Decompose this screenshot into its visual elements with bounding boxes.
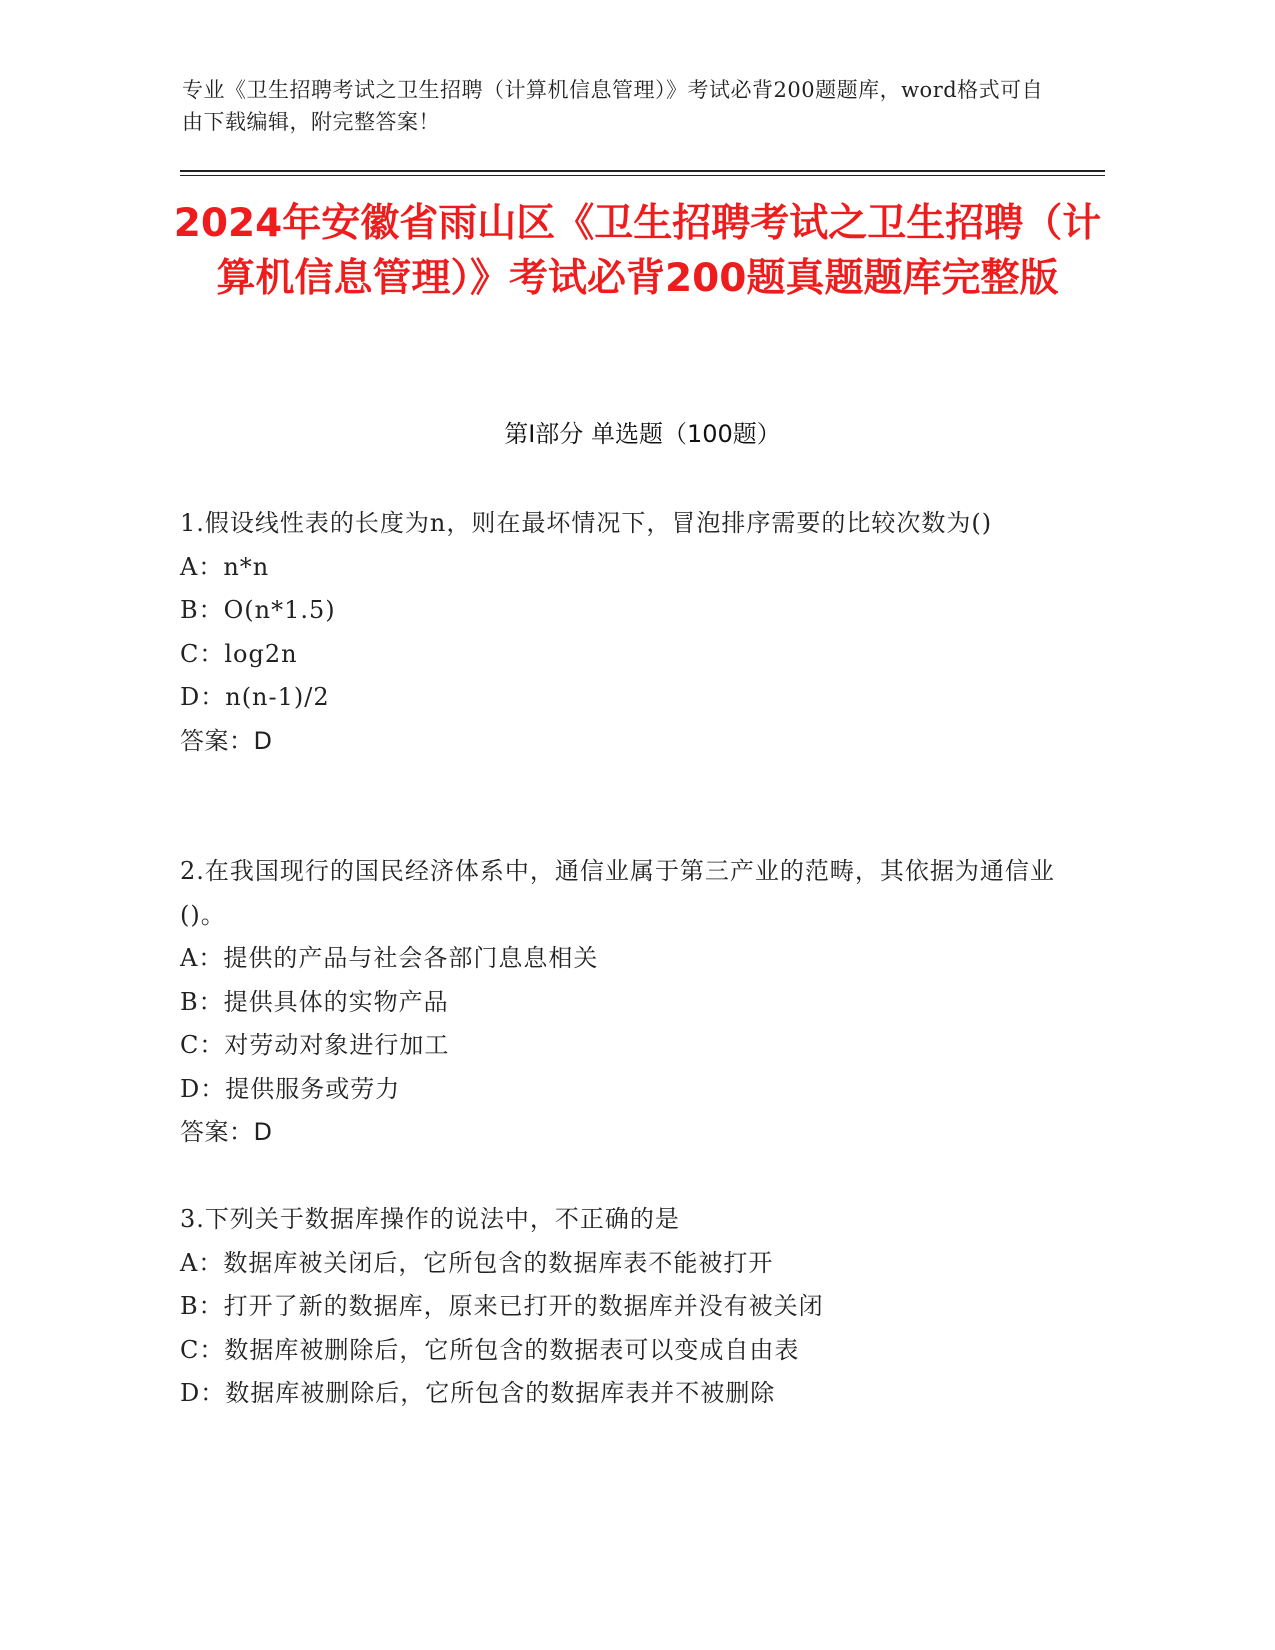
option-d: D：数据库被删除后，它所包含的数据库表并不被删除 bbox=[180, 1379, 776, 1407]
answer-line: 答案：D bbox=[180, 1118, 273, 1146]
option-c: C：log2n bbox=[180, 639, 298, 668]
document-title: 2024年安徽省雨山区《卫生招聘考试之卫生招聘（计算机信息管理）》考试必背200题真题题库完整版 bbox=[173, 201, 1102, 301]
header-divider-thin bbox=[180, 175, 1105, 176]
header-divider-thick bbox=[180, 170, 1105, 172]
answer-line: 答案：D bbox=[180, 726, 273, 755]
section-heading: 第Ⅰ部分 单选题（100题） bbox=[504, 420, 781, 448]
option-a: A：n*n bbox=[180, 552, 270, 581]
option-a: A：提供的产品与社会各部门息息相关 bbox=[180, 944, 599, 972]
option-b: B：O(n*1.5) bbox=[180, 596, 336, 624]
question-stem: 1.假设线性表的长度为n，则在最坏情况下，冒泡排序需要的比较次数为() bbox=[180, 509, 993, 537]
option-d: D：n(n-1)/2 bbox=[180, 683, 330, 711]
option-a: A：数据库被关闭后，它所包含的数据库表不能被打开 bbox=[180, 1248, 774, 1277]
option-d: D：提供服务或劳力 bbox=[180, 1074, 401, 1103]
header-note: 专业《卫生招聘考试之卫生招聘（计算机信息管理）》考试必背200题题库，word格式可自由下载编辑，附完整答案！ bbox=[182, 78, 1044, 134]
option-b: B：提供具体的实物产品 bbox=[180, 987, 449, 1016]
option-b: B：打开了新的数据库，原来已打开的数据库并没有被关闭 bbox=[180, 1292, 824, 1320]
question-2 bbox=[180, 850, 1060, 1155]
question-stem: 2.在我国现行的国民经济体系中，通信业属于第三产业的范畴，其依据为通信业()。 bbox=[180, 857, 1055, 929]
option-c: C：数据库被删除后，它所包含的数据表可以变成自由表 bbox=[180, 1335, 800, 1364]
option-c: C：对劳动对象进行加工 bbox=[180, 1031, 450, 1059]
question-1 bbox=[180, 502, 1060, 763]
question-stem: 3.下列关于数据库操作的说法中，不正确的是 bbox=[180, 1205, 680, 1233]
question-3 bbox=[180, 1198, 1060, 1416]
